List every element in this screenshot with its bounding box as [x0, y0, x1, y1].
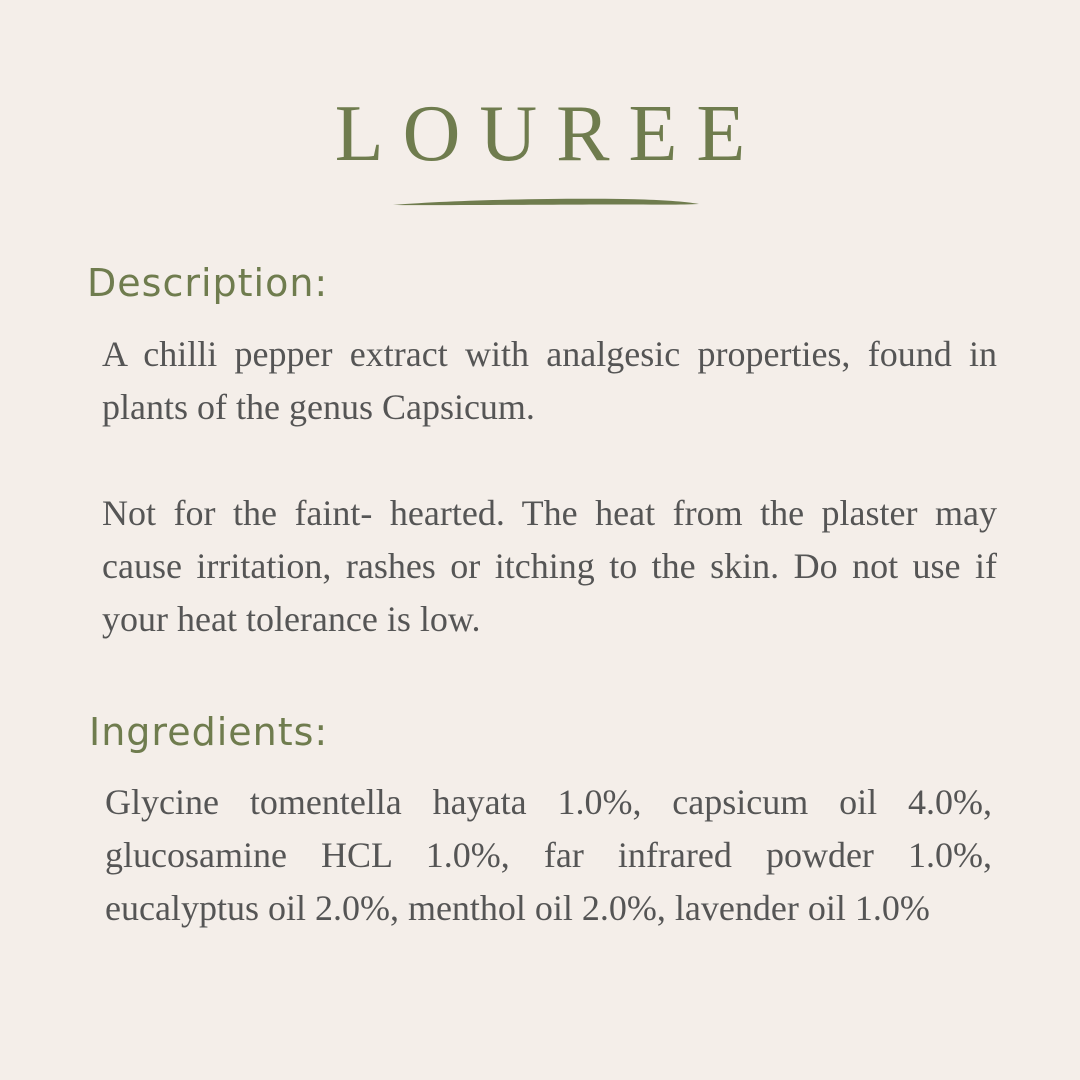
description-heading: Description: [87, 261, 329, 305]
ingredients-list: Glycine tomentella hayata 1.0%, capsicum oil 4.0%, glucosamine HCL 1.0%, far infrared powder 1.0%, eucalyptus oil 2.0%, menthol oil 2.0%, lavender oil 1.0% [105, 782, 992, 928]
brand-logo: LOUREE [334, 90, 765, 178]
ingredients-heading: Ingredients: [89, 710, 329, 754]
description-paragraph-1: A chilli pepper extract with analgesic properties, found in plants of the genus Capsicum. [102, 334, 997, 427]
description-paragraph-2: Not for the faint- hearted. The heat from the plaster may cause irritation, rashes or itching to the skin. Do not use if your heat tolerance is low. [102, 493, 997, 639]
logo-underline-swash [393, 196, 699, 212]
